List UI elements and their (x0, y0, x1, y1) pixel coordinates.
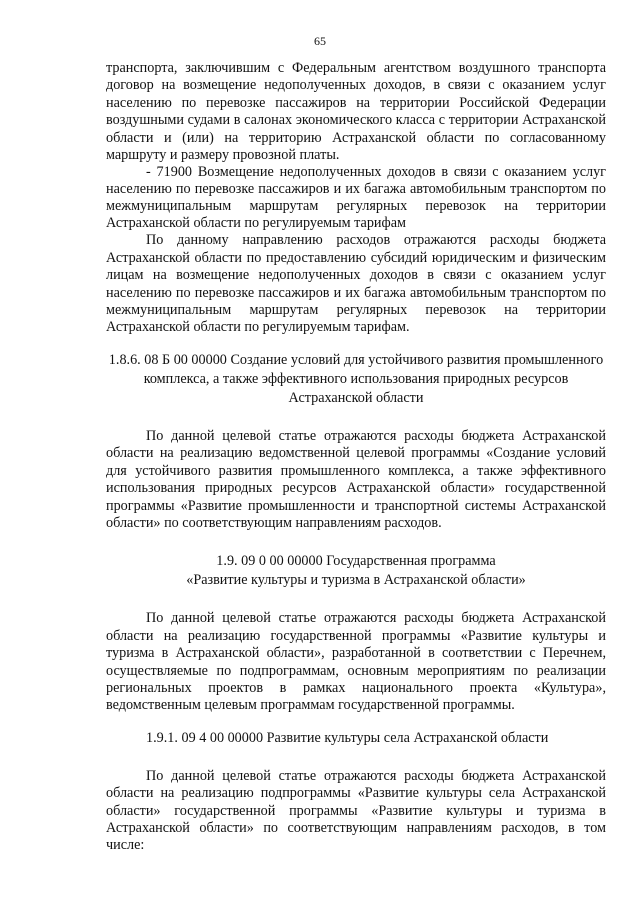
document-body (106, 60, 606, 855)
paragraph-section-1-9: По данной целевой статье отражаются расходы бюджета Астраханской области на реализацию государственной программы «Развитие культуры и туризма в Астраханской области», разработанной в соответствии с Перечнем, осуществляемые по подпрограммам, основным мероприятиям по реализации региональных проектов в рамках национального проекта «Культура», ведомственным целевым программам государственной программы. (106, 610, 606, 714)
spacer (106, 337, 606, 351)
spacer (106, 748, 606, 768)
page-number: 65 (314, 34, 326, 48)
paragraph-section-1-9-1: По данной целевой статье отражаются расходы бюджета Астраханской области на реализацию подпрограммы «Развитие культуры села Астраханской области» государственной программы «Развитие культуры и туризма в Астраханской области» по соответствующим направлениям расходов, в том числе: (106, 767, 606, 854)
section-heading-1-9-line2: «Развитие культуры и туризма в Астраханской области» (186, 572, 526, 589)
spacer (106, 715, 606, 729)
paragraph-continuation: транспорта, заключившим с Федеральным агентством воздушного транспорта договор на возмещение недополученных доходов, в связи с оказанием услуг населению по перевозке пассажиров на территории Российской Федерации воздушными судами в салонах экономического класса с территории Астраханской области и (или) на территорию Астраханской области по согласованному маршруту и размеру провозной платы. (106, 60, 606, 164)
paragraph-item-71900: - 71900 Возмещение недополученных доходов в связи с оказанием услуг населению по перевозке пассажиров и их багажа автомобильным транспортом по межмуниципальным маршрутам регулярных перевозок на территории Астраханской области по регулируемым тарифам (106, 164, 606, 232)
section-heading-1-9-line1: 1.9. 09 0 00 00000 Государственная программа (216, 553, 496, 570)
paragraph-expense-description: По данному направлению расходов отражаются расходы бюджета Астраханской области по предоставлению субсидий юридическим и физическим лицам на возмещение недополученных доходов в связи с оказанием услуг населению по перевозке пассажиров и их багажа автомобильным транспортом по межмуниципальным маршрутам регулярных перевозок на территории Астраханской области по регулируемым тарифам. (106, 232, 606, 336)
section-heading-1-8-6: 1.8.6. 08 Б 00 00000 Создание условий для устойчивого развития промышленного комплекса, а также эффективного использования природных ресурсов Астраханской области (108, 351, 604, 406)
paragraph-section-1-8-6: По данной целевой статье отражаются расходы бюджета Астраханской области на реализацию ведомственной целевой программы «Создание условий для устойчивого развития промышленного комплекса, а также эффективного использования природных ресурсов Астраханской области» государственной программы «Развитие промышленности и транспортной системы Астраханской области» по соответствующим направлениям расходов. (106, 427, 606, 531)
section-heading-1-9-1: 1.9.1. 09 4 00 00000 Развитие культуры села Астраханской области (146, 729, 549, 746)
spacer (106, 408, 606, 428)
spacer (106, 590, 606, 610)
spacer (106, 532, 606, 552)
